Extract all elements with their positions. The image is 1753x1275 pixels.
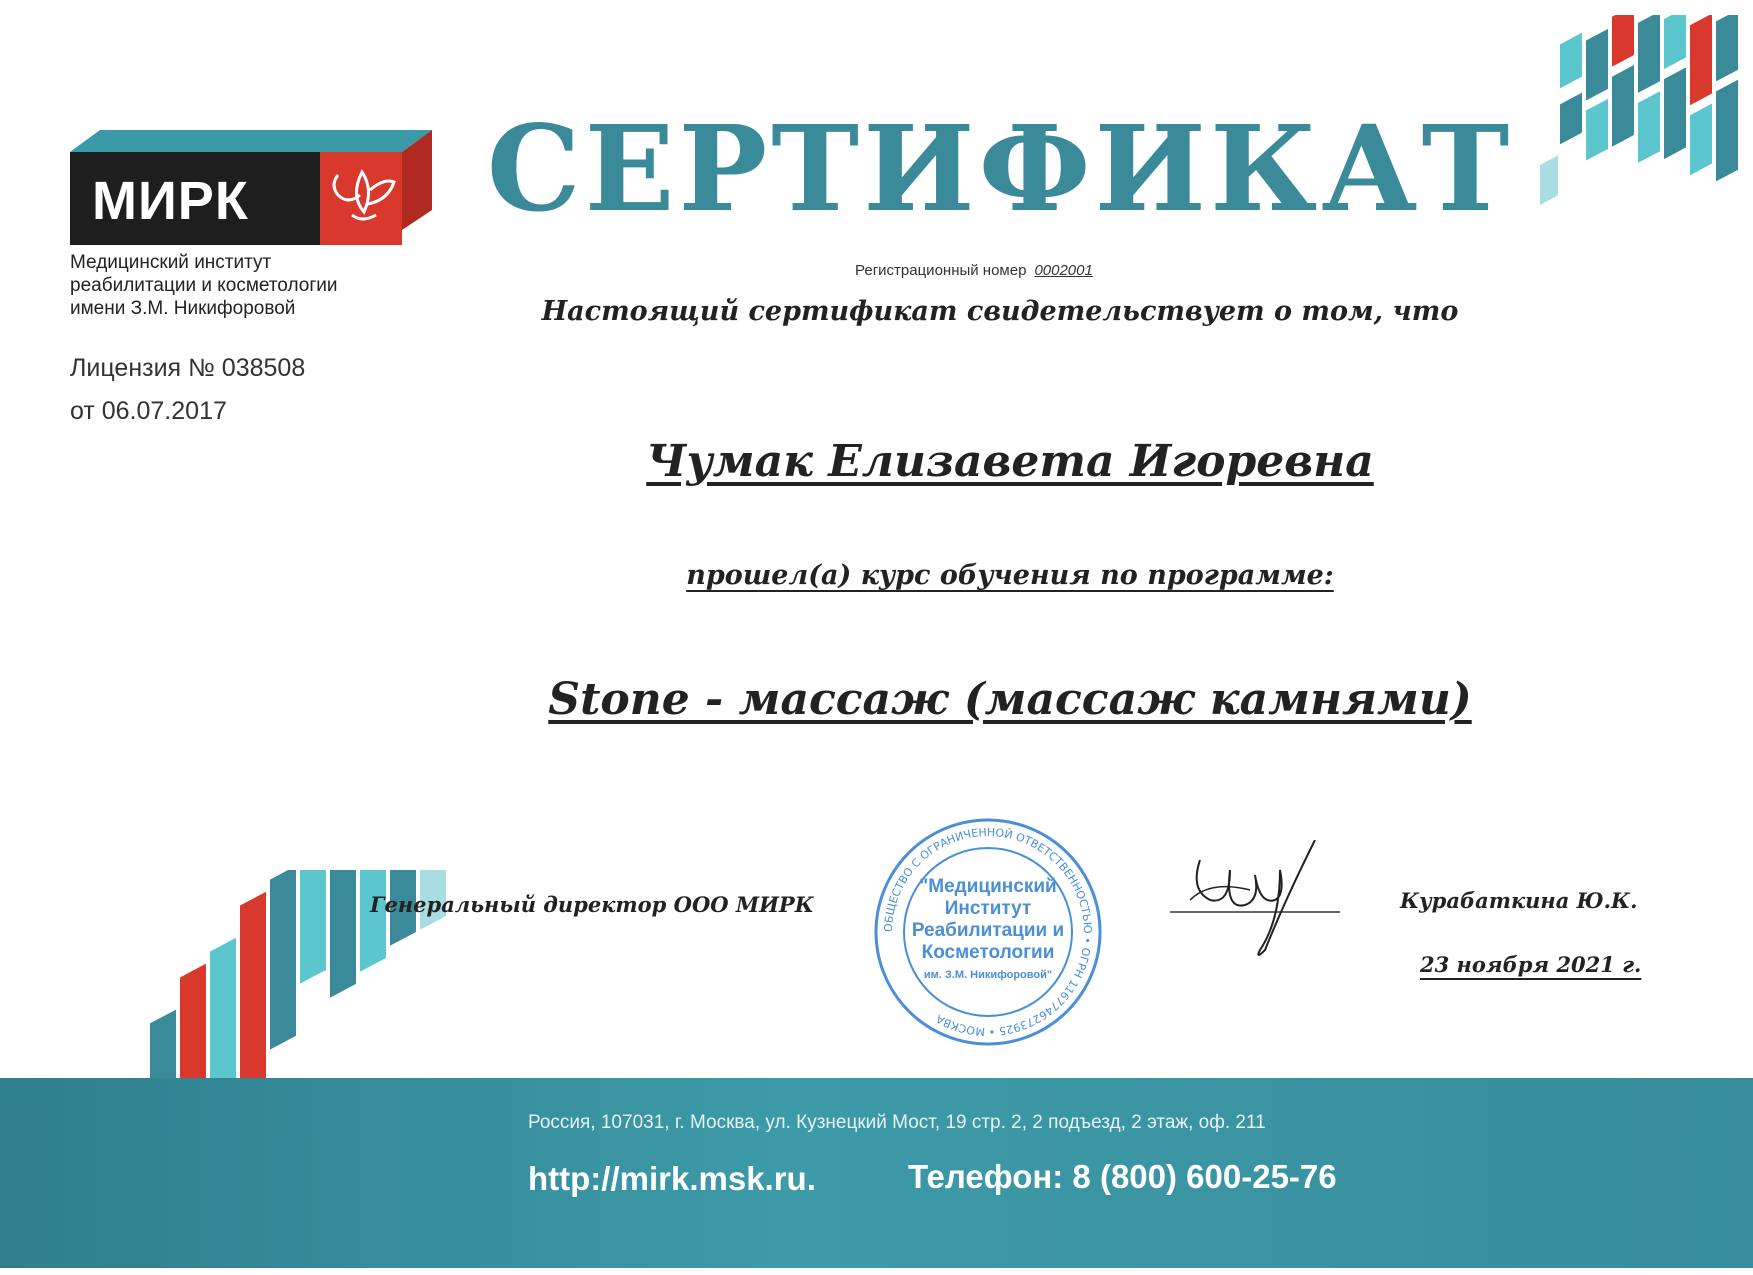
certificate-title: СЕРТИФИКАТ (486, 99, 1514, 238)
stamp-line-2: Институт (944, 898, 1032, 919)
registration-label: Регистрационный номер (855, 262, 1027, 279)
handwritten-signature (1160, 840, 1350, 970)
company-stamp (868, 812, 1108, 1052)
recipient-name (480, 436, 1540, 487)
institute-name-line-1: Медицинский институт (70, 252, 272, 273)
footer-phone[interactable]: Телефон: 8 (800) 600-25-76 (908, 1158, 1337, 1195)
institute-name-line-3: имени З.М. Никифоровой (70, 298, 296, 319)
program-name (480, 674, 1540, 725)
issue-date-text: 23 ноября 2021 г. (1420, 952, 1642, 977)
registration-number (855, 262, 1093, 279)
program-name-text: Stone - массаж (массаж камнями) (548, 674, 1472, 725)
stamp-line-5: им. З.М. Никифоровой" (923, 969, 1053, 981)
institute-name-line-2: реабилитации и косметологии (70, 275, 338, 296)
signatory-position: Генеральный директор ООО МИРК (370, 892, 814, 917)
decorative-mosaic-top-right (1540, 15, 1753, 305)
stamp-line-4: Косметологии (921, 942, 1055, 963)
recipient-name-text: Чумак Елизавета Игоревна (646, 436, 1374, 487)
certificate-statement: Настоящий сертификат свидетельствует о том, что (541, 296, 1459, 327)
issue-date (1420, 952, 1641, 977)
passed-course-label: прошел(а) курс обучения по программе: (686, 560, 1334, 591)
footer-url[interactable]: http://mirk.msk.ru. (528, 1160, 816, 1197)
license-date: от 06.07.2017 (70, 397, 227, 425)
logo-text: МИРК (92, 171, 249, 231)
stamp-line-1: "Медицинский (919, 876, 1057, 897)
registration-value: 0002001 (1034, 262, 1093, 279)
signatory-name: Курабаткина Ю.К. (1400, 888, 1638, 913)
passed-course-text (480, 560, 1540, 591)
stamp-line-3: Реабилитации и (911, 920, 1065, 941)
stamp-ring-text: ОБЩЕСТВО С ОГРАНИЧЕННОЙ ОТВЕТСТВЕННОСТЬЮ • ОГРН 1167746273925 • МОСКВА (881, 825, 1095, 1039)
footer-address: Россия, 107031, г. Москва, ул. Кузнецкий Мост, 19 стр. 2, 2 подъезд, 2 этаж, оф. 211 (528, 1112, 1266, 1133)
footer-band (0, 1078, 1753, 1268)
license-number: Лицензия № 038508 (70, 354, 306, 382)
